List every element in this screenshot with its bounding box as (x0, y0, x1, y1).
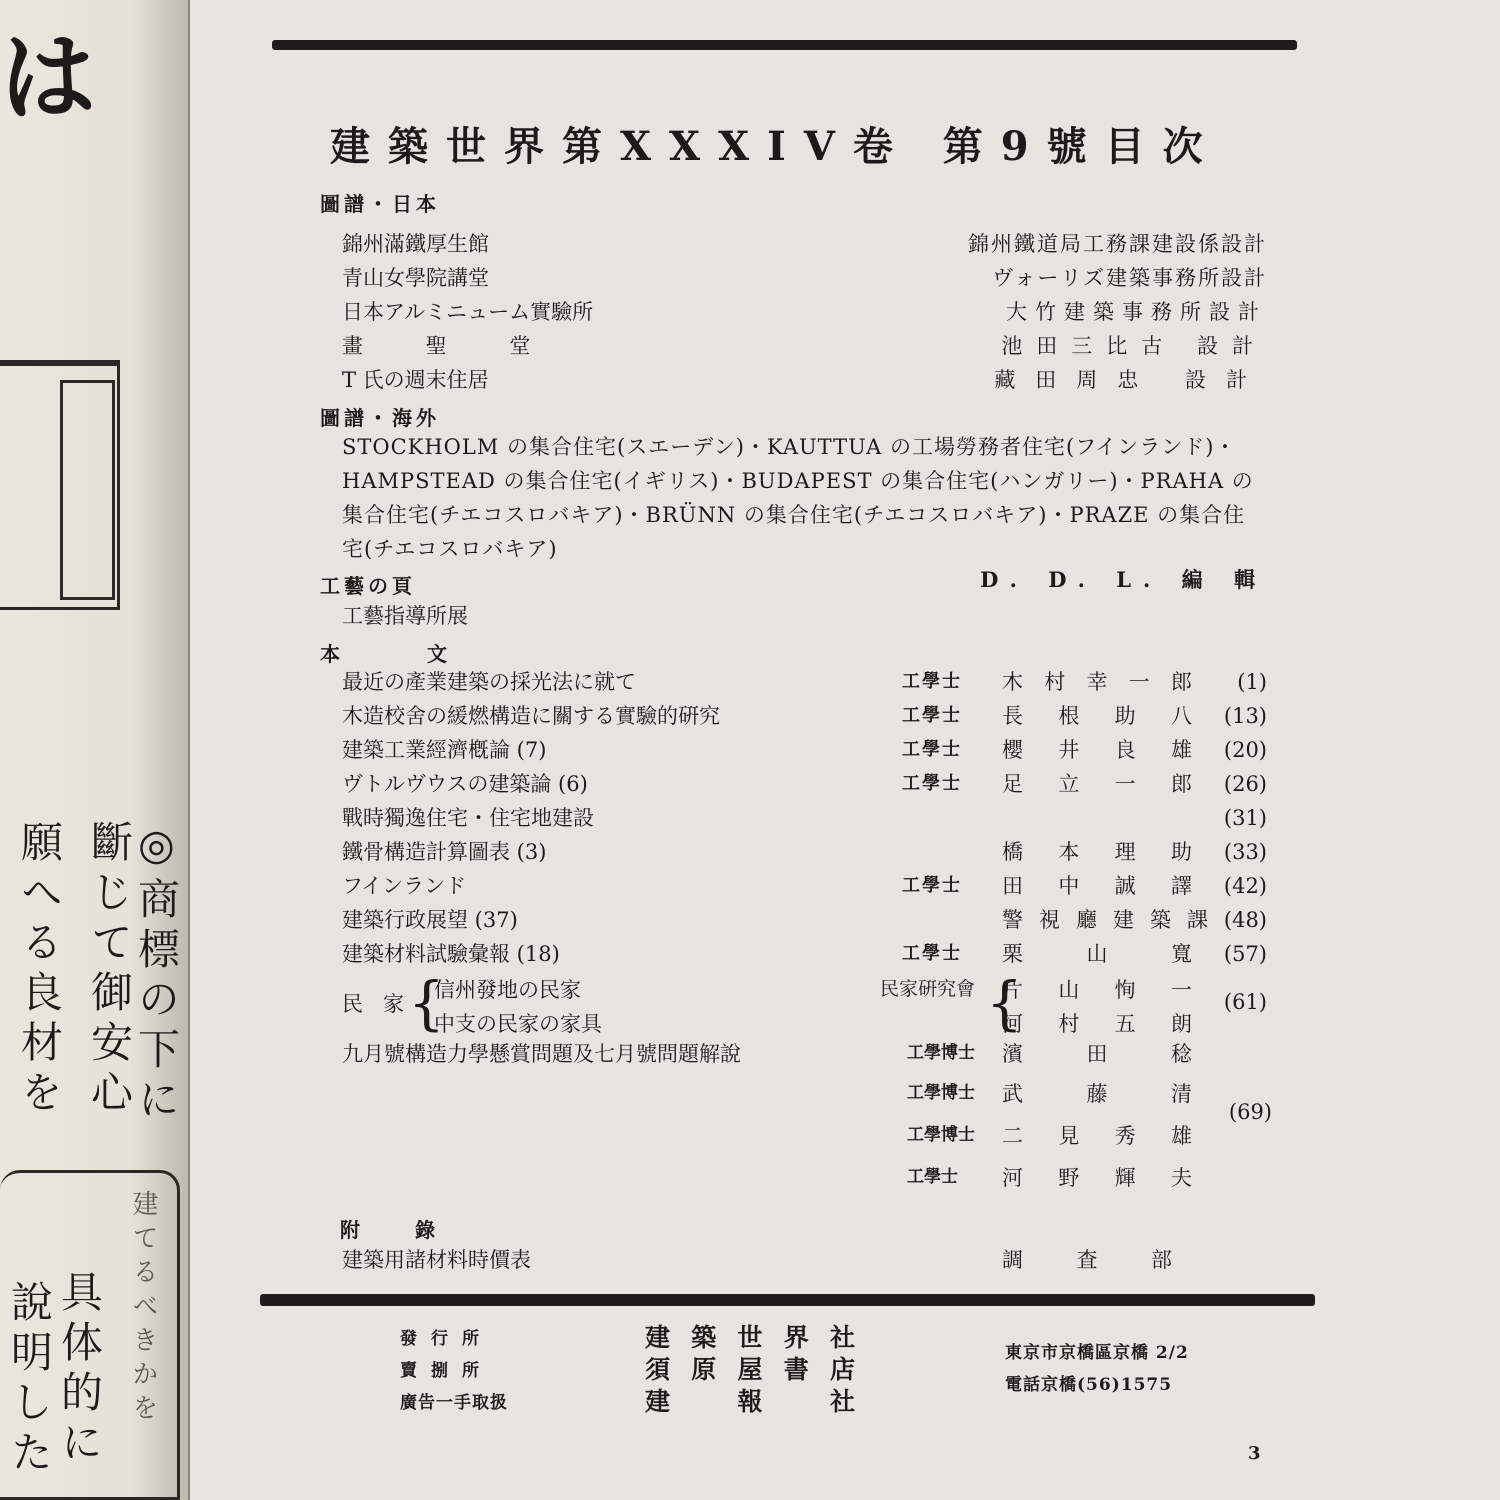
author-role: 工學博士 (907, 1125, 975, 1145)
publisher-label: 賣捌所 (400, 1361, 493, 1381)
author-name: 橋本理助 (1002, 840, 1212, 864)
toc-title: 九月號構造力學懸賞問題及七月號問題解說 (342, 1042, 741, 1066)
page-ref: (26) (1223, 772, 1267, 796)
left-column-5: 具体的に (55, 1270, 104, 1470)
author-name: 二見秀雄 (1002, 1124, 1212, 1148)
author-row (907, 1078, 1217, 1110)
toc-row (342, 600, 1267, 632)
author-group: 民家硏究會 (880, 978, 976, 1000)
toc-credit: 藏田周忠 設計 (994, 368, 1267, 392)
toc-row (342, 870, 1267, 902)
publisher-phone: 電話京橋(56)1575 (1005, 1375, 1173, 1395)
publisher-label: 廣告一手取扱 (400, 1393, 508, 1413)
publisher-label: 發行所 (400, 1329, 493, 1349)
toc-title: フインランド (342, 874, 467, 898)
toc-title: 建築用諸材料時價表 (342, 1248, 531, 1272)
section-heading-zufu-overseas: 圖譜・海外 (320, 406, 440, 430)
toc-title: 日本アルミニューム實驗所 (342, 300, 594, 324)
ninety-entry (342, 1038, 1272, 1198)
illustration-window (60, 380, 115, 600)
left-page-big-char: は (0, 21, 96, 134)
toc-row (342, 904, 1267, 936)
brace-icon: { (408, 969, 445, 1037)
toc-credit: ヴォーリズ建築事務所設計 (992, 266, 1267, 290)
author-name: 田中誠譯 (1002, 874, 1212, 898)
section-heading-appendix: 附 錄 (340, 1218, 459, 1242)
author-role: 工學士 (902, 705, 962, 726)
toc-title: 工藝指導所展 (342, 604, 468, 628)
publisher-name: 建報社 (645, 1387, 875, 1416)
page-ref: (57) (1223, 942, 1267, 966)
toc-credit: 大竹建築事務所設計 (1006, 300, 1267, 324)
toc-title: 建築工業經濟槪論 (7) (342, 738, 547, 762)
publisher-address: 東京市京橋區京橋 2/2 (1005, 1343, 1189, 1363)
toc-row (342, 330, 1267, 362)
author-name: 武藤清 (1002, 1082, 1212, 1106)
toc-row (342, 228, 1267, 260)
author-row (907, 1120, 1217, 1152)
page-ref: (31) (1223, 806, 1267, 830)
page-ref: (13) (1223, 704, 1267, 728)
overseas-list: STOCKHOLM の集合住宅(スエーデン)・KAUTTUA の工場勞務者住宅(フインランド)・HAMPSTEAD の集合住宅(イギリス)・BUDAPEST の集合住宅(ハンガリー)・PRAHA の集合住宅(チエコスロバキア)・BRÜNN の集合住宅(チエコスロバキア)・PRAZE の集合住宅(チエコスロバキア) (342, 435, 1254, 561)
page-ref: (20) (1223, 738, 1267, 762)
toc-row (342, 700, 1267, 732)
page-ref: (33) (1223, 840, 1267, 864)
author-name: 濱田稔 (1002, 1042, 1212, 1066)
publisher-name: 須原屋書店 (645, 1355, 875, 1384)
toc-credit: 錦州鐵道局工務課建設係設計 (968, 232, 1267, 256)
toc-title: 建築行政展望 (37) (342, 908, 518, 932)
author-name: 河村五朗 (1002, 1012, 1212, 1036)
left-page (0, 0, 190, 1500)
contents-page (190, 0, 1500, 1500)
toc-row (342, 666, 1267, 698)
bottom-rule (260, 1294, 1315, 1306)
page-ref: (48) (1223, 908, 1267, 932)
publisher-name: 建築世界社 (645, 1323, 875, 1352)
author-row (907, 1038, 1217, 1070)
author-name: 木村幸一郎 (1002, 670, 1212, 694)
left-column-4: 建てるべきかを (128, 1190, 158, 1428)
toc-title: 畫 聖 堂 (342, 334, 559, 358)
toc-title: T 氏の週末住居 (342, 368, 489, 392)
craft-credit-row (342, 564, 1267, 596)
page-title: 建築世界第XXXIV卷 第9號目次 (330, 123, 1221, 170)
brace-icon: { (986, 969, 1023, 1037)
left-column-3: ◎商標の下に (132, 820, 181, 1127)
top-rule (272, 40, 1297, 50)
toc-row (342, 1244, 1267, 1276)
author-row (907, 1162, 1217, 1194)
toc-title: 戰時獨逸住宅・住宅地建設 (342, 806, 594, 830)
left-column-6: 說明した (5, 1280, 54, 1480)
author-name: 長根助八 (1002, 704, 1212, 728)
page-ref: (69) (1228, 1100, 1272, 1124)
toc-title: 錦州滿鐵厚生館 (342, 232, 489, 256)
author-role: 工學士 (902, 773, 962, 794)
toc-title: 信州發地の民家 (434, 978, 581, 1002)
toc-title: 最近の產業建築の採光法に就て (342, 670, 636, 694)
toc-title: 青山女學院講堂 (342, 266, 489, 290)
author-role: 工學士 (902, 671, 962, 692)
toc-credit: 池田三比古 設計 (1001, 334, 1267, 358)
left-column-1: 願へる良材を (15, 820, 64, 1120)
toc-row (342, 734, 1267, 766)
author-name: 片山恂一 (1002, 978, 1212, 1002)
toc-row (342, 364, 1267, 396)
author-role: 工學博士 (907, 1043, 975, 1063)
toc-title: 中支の民家の家具 (434, 1012, 602, 1036)
toc-row (342, 768, 1267, 800)
toc-credit: D. D. L. 編 輯 (980, 567, 1267, 592)
toc-title: 木造校舍の緩燃構造に關する實驗的硏究 (342, 704, 720, 728)
author-name: 調査部 (1002, 1248, 1212, 1272)
toc-title: 鐵骨構造計算圖表 (3) (342, 840, 547, 864)
toc-row (342, 938, 1267, 970)
author-role: 工學士 (902, 739, 962, 760)
page-number: 3 (1248, 1443, 1261, 1464)
author-role: 工學博士 (907, 1083, 975, 1103)
page-ref: (61) (1223, 990, 1267, 1014)
minka-entry (342, 969, 1267, 1042)
section-heading-main: 本 文 (320, 642, 487, 666)
section-heading-craft: 工藝の頁 (320, 574, 416, 598)
toc-row (342, 802, 1267, 834)
minka-label: 民家 (342, 992, 424, 1016)
toc-title: ヴトルヴウスの建築論 (6) (342, 772, 588, 796)
author-name: 足立一郎 (1002, 772, 1212, 796)
section-heading-zufu-japan: 圖譜・日本 (320, 192, 440, 216)
toc-row (342, 836, 1267, 868)
toc-row (342, 262, 1267, 294)
author-role: 工學士 (907, 1167, 958, 1187)
page-ref: (1) (1237, 670, 1267, 694)
left-column-2: 斷じて御安心 (85, 820, 134, 1120)
toc-row (342, 296, 1267, 328)
author-name: 警視廳建築課 (1002, 908, 1212, 932)
author-name: 櫻井良雄 (1002, 738, 1212, 762)
page-ref: (42) (1223, 874, 1267, 898)
author-role: 工學士 (902, 943, 962, 964)
author-name: 河野輝夫 (1002, 1166, 1212, 1190)
toc-title: 建築材料試驗彙報 (18) (342, 942, 560, 966)
author-name: 栗山寬 (1002, 942, 1212, 966)
author-role: 工學士 (902, 875, 962, 896)
